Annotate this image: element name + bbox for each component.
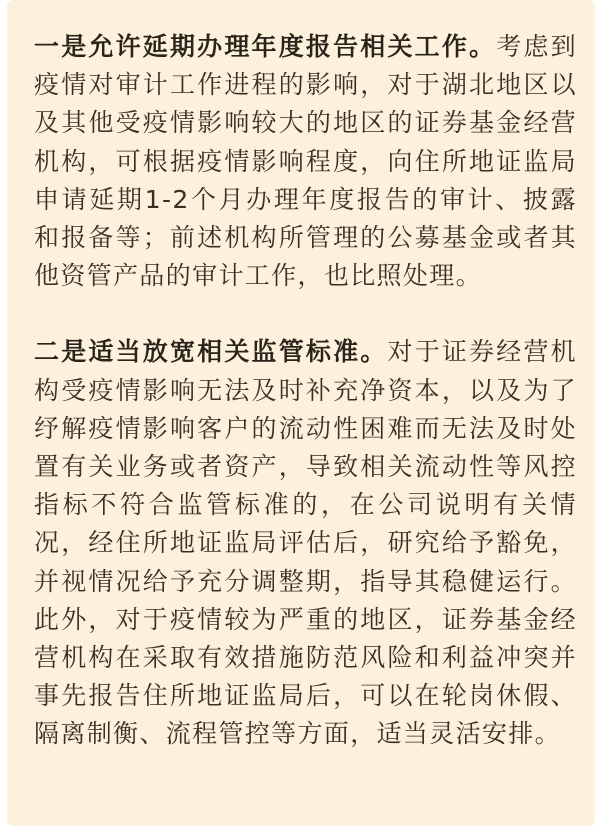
paragraph-extension <box>34 28 577 295</box>
article-card <box>7 0 595 826</box>
paragraph-regulation <box>34 333 577 753</box>
paragraph-body: 对于证券经营机构受疫情影响无法及时补充净资本，以及为了纾解疫情影响客户的流动性困难而无法及时处置有关业务或者资产，导致相关流动性等风控指标不符合监管标准的，在公司说明有关情况，经住所地证监局评估后，研究给予豁免，并视情况给予充分调整期，指导其稳健运行。此外，对于疫情较为严重的地区，证券基金经营机构在采取有效措施防范风险和利益冲突并事先报告住所地证监局后，可以在轮岗休假、隔离制衡、流程管控等方面，适当灵活安排。 <box>34 337 577 749</box>
paragraph-body: 考虑到疫情对审计工作进程的影响，对于湖北地区以及其他受疫情影响较大的地区的证券基金经营机构，可根据疫情影响程度，向住所地证监局申请延期1-2个月办理年度报告的审计、披露和报备等；前述机构所管理的公募基金或者其他资管产品的审计工作，也比照处理。 <box>34 32 577 291</box>
paragraph-lead: 一是允许延期办理年度报告相关工作。 <box>34 32 497 61</box>
paragraph-lead: 二是适当放宽相关监管标准。 <box>34 337 388 367</box>
